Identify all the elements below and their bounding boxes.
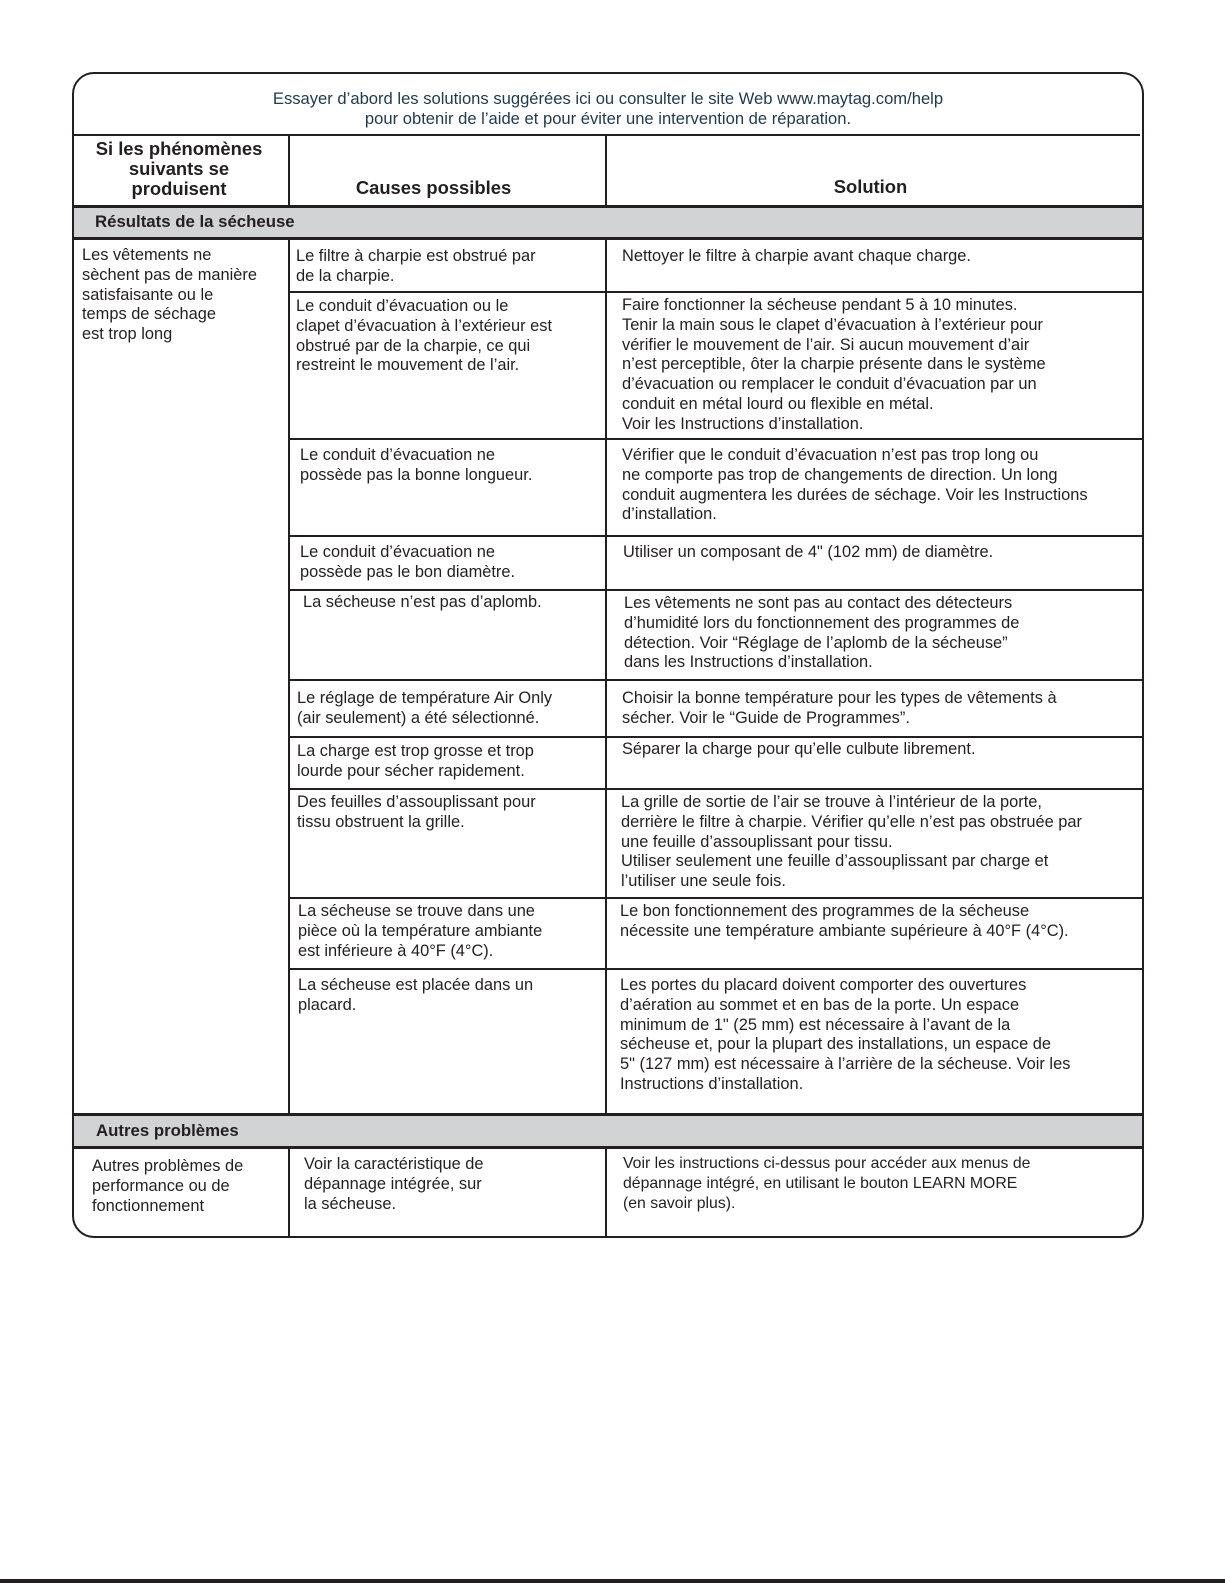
solution-row-9: Le bon fonctionnement des programmes de la sécheuse nécessite une température ambiante supérieure à 40°F (4°C). <box>620 902 1069 940</box>
section-band-results-bottom <box>74 237 1142 240</box>
header-solution: Solution <box>833 176 908 197</box>
cause-row-6: Le réglage de température Air Only (air seulement) a été sélectionné. <box>297 689 553 727</box>
row-divider-3 <box>290 535 1142 537</box>
col-divider-1-body <box>288 239 290 1115</box>
solution-row-7: Séparer la charge pour qu’elle culbute librement. <box>622 740 976 758</box>
row-divider-9 <box>290 968 1142 970</box>
solution-row-3: Vérifier que le conduit d’évacuation n’est pas trop long ou ne comporte pas trop de changements de direction. Un long conduit augmentera les durées de séchage. Voir les Instructions d’installation. <box>622 446 1088 524</box>
section-band-other-bottom <box>74 1146 1142 1149</box>
col-divider-2-other <box>605 1148 607 1237</box>
intro-note <box>74 89 1142 128</box>
col-divider-1-other <box>288 1148 290 1237</box>
solution-row-1: Nettoyer le filtre à charpie avant chaque charge. <box>622 247 971 265</box>
cause-row-2: Le conduit d’évacuation ou le clapet d’évacuation à l’extérieur est obstrué par de la charpie, ce qui restreint le mouvement de l’air. <box>296 297 553 375</box>
solution-row-4: Utiliser un composant de 4" (102 mm) de diamètre. <box>623 543 994 561</box>
cause-row-10: La sécheuse est placée dans un placard. <box>298 976 534 1014</box>
solution-row-5: Les vêtements ne sont pas au contact des détecteurs d’humidité lors du fonctionnement des programmes de détection. Voir “Réglage de l’aplomb de la sécheuse” dans les Instructions d’installation. <box>624 594 1020 672</box>
solution-other: Voir les instructions ci-dessus pour accéder aux menus de dépannage intégré, en utilisant le bouton LEARN MORE (en savoir plus). <box>623 1155 1031 1212</box>
symptom-results: Les vêtements ne sèchent pas de manière satisfaisante ou le temps de séchage est trop long <box>82 246 257 344</box>
cause-row-3: Le conduit d’évacuation ne possède pas la bonne longueur. <box>300 446 533 484</box>
col-divider-2-body <box>605 239 607 1115</box>
cause-row-4: Le conduit d’évacuation ne possède pas le bon diamètre. <box>300 543 516 581</box>
row-divider-5 <box>290 679 1142 681</box>
header-cause: Causes possibles <box>355 177 512 198</box>
page-bottom-rule <box>0 1579 1225 1583</box>
row-divider-4 <box>290 589 1142 591</box>
cause-row-9: La sécheuse se trouve dans une pièce où la température ambiante est inférieure à 40°F (4°C). <box>298 902 543 960</box>
cause-row-7: La charge est trop grosse et trop lourde pour sécher rapidement. <box>297 742 534 780</box>
cause-row-1: Le filtre à charpie est obstrué par de la charpie. <box>296 247 536 285</box>
solution-row-10: Les portes du placard doivent comporter des ouvertures d’aération au sommet et en bas de la porte. Un espace minimum de 1" (25 mm) est nécessaire à l’avant de la sécheuse et, pour la plupart des installations, un espace de 5" (127 mm) est nécessaire à l’arrière de la sécheuse. Voir les Instructions d’installation. <box>620 976 1071 1093</box>
symptom-other: Autres problèmes de performance ou de fonctionnement <box>92 1157 244 1215</box>
cause-other: Voir la caractéristique de dépannage intégrée, sur la sécheuse. <box>304 1155 484 1213</box>
intro-line-1: Essayer d’abord les solutions suggérées ici ou consulter le site Web www.maytag.com/help <box>272 89 944 108</box>
intro-divider <box>74 134 1140 136</box>
cause-row-8: Des feuilles d’assouplissant pour tissu obstruent la grille. <box>297 793 536 831</box>
intro-line-2: pour obtenir de l’aide et pour éviter une intervention de réparation. <box>364 108 852 128</box>
row-divider-6 <box>290 736 1142 738</box>
solution-row-8: La grille de sortie de l’air se trouve à l’intérieur de la porte, derrière le filtre à charpie. Vérifier qu’elle n’est pas obstruée par une feuille d’assouplissant pour tissu. Utiliser seulement une feuille d’assouplissant par charge et l’utiliser une seule fois. <box>621 793 1082 891</box>
solution-row-6: Choisir la bonne température pour les types de vêtements à sécher. Voir le “Guide de Programmes”. <box>622 689 1057 727</box>
row-divider-7 <box>290 788 1142 790</box>
cause-row-5: La sécheuse n’est pas d’aplomb. <box>303 593 542 611</box>
section-title-results: Résultats de la sécheuse <box>95 212 295 231</box>
section-title-other: Autres problèmes <box>96 1121 239 1140</box>
header-symptom: Si les phénomènes suivants se produisent <box>95 138 263 199</box>
row-divider-8 <box>290 897 1142 899</box>
row-divider-1 <box>290 291 1142 293</box>
solution-row-2: Faire fonctionner la sécheuse pendant 5 à 10 minutes. Tenir la main sous le clapet d’évacuation à l’extérieur pour vérifier le mouvement de l’air. Si aucun mouvement d’air n’est perceptible, ôter la charpie présente dans le système d’évacuation ou remplacer le conduit d’évacuation par un conduit en métal lourd ou flexible en métal. Voir les Instructions d’installation. <box>622 296 1046 433</box>
row-divider-2 <box>290 438 1142 440</box>
